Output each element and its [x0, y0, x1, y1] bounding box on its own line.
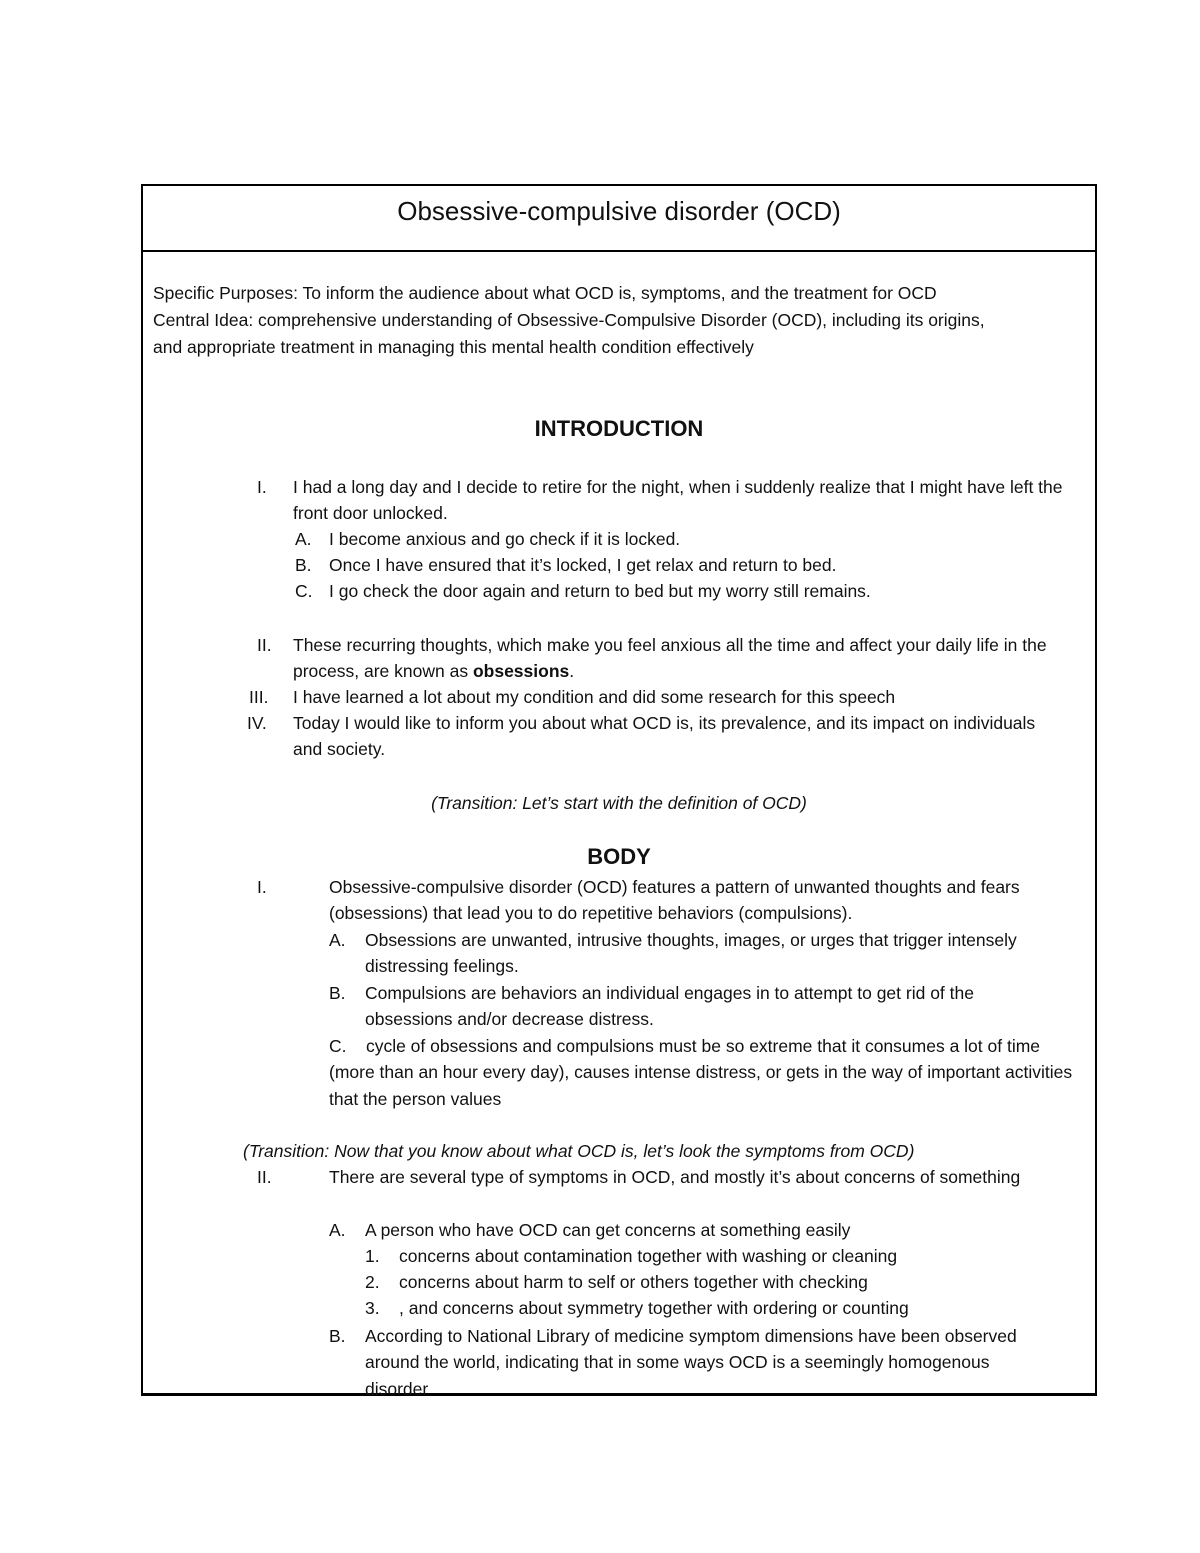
body-ii-a-3-text: , and concerns about symmetry together with ordering or counting [399, 1298, 909, 1318]
body-i-marker: I. [257, 877, 267, 897]
intro-i-marker: I. [257, 477, 267, 497]
body-ii-a-2-marker: 2. [365, 1272, 380, 1292]
outline-box [141, 184, 1097, 1399]
obsessions-term: obsessions [472, 661, 570, 682]
intro-i-text: I had a long day and I decide to retire for the night, when i suddenly realize that I might have left the front door unlocked. [293, 477, 1063, 524]
intro-i-b-text: Once I have ensured that it’s locked, I get relax and return to bed. [329, 555, 837, 575]
body-ii-a-2-text: concerns about harm to self or others together with checking [399, 1272, 868, 1292]
central-idea-cont: and appropriate treatment in managing this mental health condition effectively [153, 337, 754, 357]
intro-i-b-marker: B. [295, 555, 312, 575]
body-i-b-marker: B. [329, 983, 346, 1003]
intro-iii-text: I have learned a lot about my condition and did some research for this speech [293, 687, 896, 707]
body-i-a-marker: A. [329, 930, 346, 950]
intro-iv-text: Today I would like to inform you about what OCD is, its prevalence, and its impact on individuals and society. [293, 713, 1036, 760]
body-ii-text: There are several type of symptoms in OCD, and mostly it’s about concerns of something [329, 1167, 1021, 1187]
body-ii-b-marker: B. [329, 1326, 346, 1346]
intro-iii-marker: III. [249, 687, 269, 707]
body-i-c-text: cycle of obsessions and compulsions must be so extreme that it consumes a lot of time (more than an hour every day), causes intense distress, or gets in the way of important activities that the person values [329, 1036, 1073, 1109]
body-i-b-text: Compulsions are behaviors an individual engages in to attempt to get rid of the obsessions and/or decrease distress. [365, 983, 974, 1030]
body-ii-a-1-text: concerns about contamination together with washing or cleaning [399, 1246, 898, 1266]
intro-i-c-marker: C. [295, 581, 313, 601]
body-i-c-marker: C. [329, 1036, 347, 1056]
body-ii-a-3-marker: 3. [365, 1298, 380, 1318]
intro-ii-text: These recurring thoughts, which make you feel anxious all the time and affect your daily life in the process, are known as obsessions. [293, 635, 1047, 682]
intro-i-a-text: I become anxious and go check if it is locked. [329, 529, 681, 549]
body-ii-a-marker: A. [329, 1220, 346, 1240]
intro-transition: (Transition: Let’s start with the definition of OCD) [431, 793, 807, 813]
specific-purposes: Specific Purposes: To inform the audience about what OCD is, symptoms, and the treatment for OCD [153, 283, 937, 303]
document-title: Obsessive-compulsive disorder (OCD) [143, 186, 1095, 252]
body-transition: (Transition: Now that you know about what OCD is, let’s look the symptoms from OCD) [243, 1141, 915, 1161]
body-ii-a-text: A person who have OCD can get concerns at something easily [365, 1220, 851, 1240]
intro-iv-marker: IV. [247, 713, 267, 733]
body-i-a-text: Obsessions are unwanted, intrusive thoughts, images, or urges that trigger intensely distressing feelings. [365, 930, 1017, 977]
body-ii-b-text: According to National Library of medicine symptom dimensions have been observed around the world, indicating that in some ways OCD is a seemingly homogenous disorder [365, 1326, 1017, 1399]
central-idea: Central Idea: comprehensive understanding of Obsessive-Compulsive Disorder (OCD), including its origins, [153, 310, 985, 330]
body-ii-marker: II. [257, 1167, 272, 1187]
body-i-text: Obsessive-compulsive disorder (OCD) features a pattern of unwanted thoughts and fears (obsessions) that lead you to do repetitive behaviors (compulsions). [329, 877, 1020, 924]
intro-i-a-marker: A. [295, 529, 312, 549]
body-heading: BODY [587, 844, 651, 869]
body-i-c-item [329, 1033, 1089, 1112]
introduction-heading: INTRODUCTION [534, 416, 704, 441]
intro-i-c-text: I go check the door again and return to bed but my worry still remains. [329, 581, 871, 601]
intro-ii-marker: II. [257, 635, 272, 655]
body-ii-a-1-marker: 1. [365, 1246, 380, 1266]
